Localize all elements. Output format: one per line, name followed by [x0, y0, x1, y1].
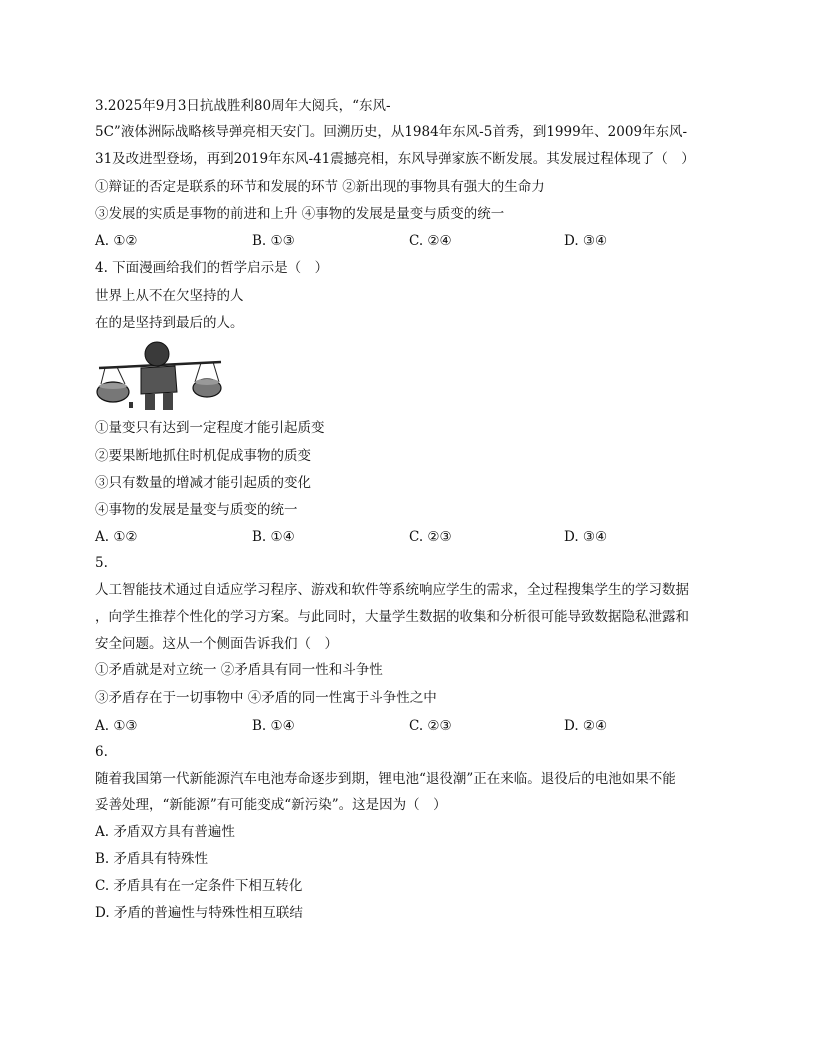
q3-line-2: 5C”液体洲际战略核导弹亮相天安门。回溯历史，从1984年东风-5首秀，到1999年、2009年东风-: [95, 124, 688, 140]
q3-statement-2: ③发展的实质是事物的前进和上升 ④事物的发展是量变与质变的统一: [95, 206, 505, 222]
q4-statement-2: ②要果断地抓住时机促成事物的质变: [95, 448, 311, 464]
q6-option-b: B. 矛盾具有特殊性: [95, 851, 209, 867]
q5-option-a: A. ①③: [95, 718, 138, 734]
q3-option-b: B. ①③: [252, 233, 295, 249]
q4-statement-3: ③只有数量的增减才能引起质的变化: [95, 475, 311, 491]
cartoon-image: [95, 340, 225, 412]
q6-line-1: 随着我国第一代新能源汽车电池寿命逐步到期，锂电池“退役潮”正在来临。退役后的电池如果不能: [95, 771, 676, 787]
q5-line-2: ，向学生推荐个性化的学习方案。与此同时，大量学生数据的收集和分析很可能导致数据隐私泄露和: [95, 609, 689, 625]
q3-option-c: C. ②④: [409, 233, 452, 249]
q3-statement-1: ①辩证的否定是联系的环节和发展的环节 ②新出现的事物具有强大的生命力: [95, 179, 545, 195]
q5-line-1: 人工智能技术通过自适应学习程序、游戏和软件等系统响应学生的需求，全过程搜集学生的学习数据: [95, 582, 689, 598]
q3-option-d: D. ③④: [564, 233, 608, 249]
q6-option-c: C. 矛盾具有在一定条件下相互转化: [95, 878, 303, 894]
q4-stem: 4. 下面漫画给我们的哲学启示是（ ）: [95, 260, 329, 276]
q5-option-d: D. ②④: [564, 718, 608, 734]
q4-option-a: A. ①②: [95, 529, 138, 545]
q4-option-c: C. ②③: [409, 529, 452, 545]
q4-cartoon-caption-1: 世界上从不在欠坚持的人: [95, 288, 244, 304]
q5-statement-2: ③矛盾存在于一切事物中 ④矛盾的同一性寓于斗争性之中: [95, 690, 437, 706]
q4-statement-1: ①量变只有达到一定程度才能引起质变: [95, 420, 325, 436]
q4-option-d: D. ③④: [564, 529, 608, 545]
q5-number: 5.: [95, 555, 108, 571]
q4-statement-4: ④事物的发展是量变与质变的统一: [95, 502, 298, 518]
q4-cartoon-caption-2: 在的是坚持到最后的人。: [95, 315, 244, 331]
q5-option-b: B. ①④: [252, 718, 295, 734]
q6-option-a: A. 矛盾双方具有普遍性: [95, 824, 235, 840]
q4-option-b: B. ①④: [252, 529, 295, 545]
q5-option-c: C. ②③: [409, 718, 452, 734]
q5-line-3: 安全问题。这从一个侧面告诉我们（ ）: [95, 636, 338, 652]
q6-option-d: D. 矛盾的普遍性与特殊性相互联结: [95, 905, 303, 921]
q3-line-3: 31及改进型登场，再到2019年东风-41震撼亮相，东风导弹家族不断发展。其发展过程体现了（ ）: [95, 151, 695, 167]
q3-option-a: A. ①②: [95, 233, 138, 249]
q6-line-2: 妥善处理，“新能源”有可能变成“新污染”。这是因为（ ）: [95, 797, 447, 813]
q5-statement-1: ①矛盾就是对立统一 ②矛盾具有同一性和斗争性: [95, 662, 383, 678]
q6-number: 6.: [95, 744, 108, 760]
q3-line-1: 3.2025年9月3日抗战胜利80周年大阅兵，“东风-: [95, 98, 391, 114]
